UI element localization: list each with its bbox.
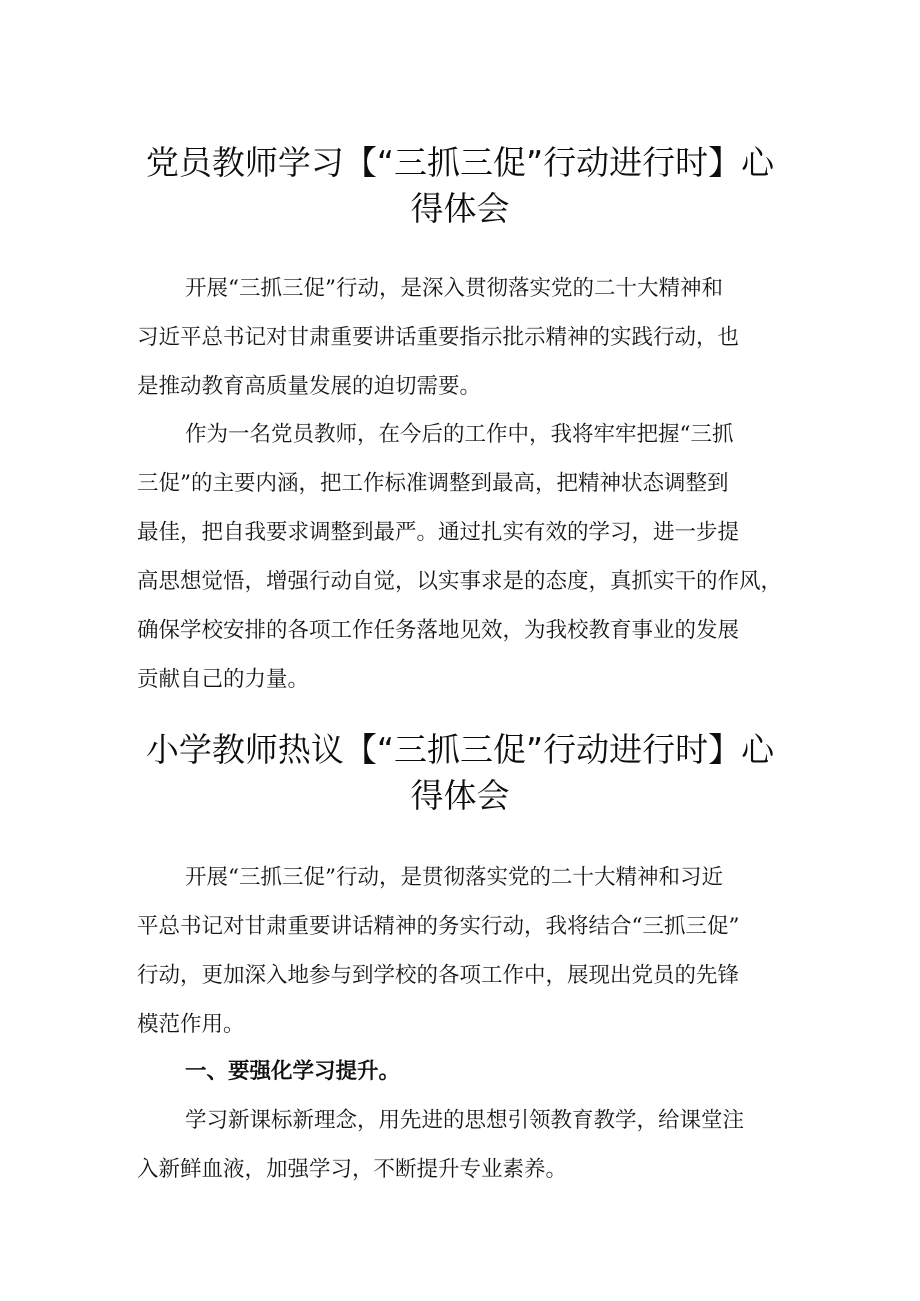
- paragraph-line: 平总书记对甘肃重要讲话精神的务实行动，我将结合“三抓三促”: [137, 914, 740, 939]
- section1-title-line: 得体会: [410, 189, 510, 228]
- paragraph-line: 习近平总书记对甘肃重要讲话重要指示批示精神的实践行动，也: [137, 325, 740, 350]
- section2-title-line: 小学教师热议【“三抓三促”行动进行时】心: [145, 730, 775, 769]
- paragraph-line: 三促”的主要内涵，把工作标准调整到最高，把精神状态调整到: [137, 471, 729, 496]
- paragraph-line: 开展“三抓三促”行动，是深入贯彻落实党的二十大精神和: [185, 276, 723, 301]
- paragraph-line: 确保学校安排的各项工作任务落地见效，为我校教育事业的发展: [137, 618, 740, 643]
- section1-title-line: 党员教师学习【“三抓三促”行动进行时】心: [145, 143, 775, 182]
- section1-paragraph-1: [137, 264, 797, 411]
- paragraph-line: 行动，更加深入地参与到学校的各项工作中，展现出党员的先锋: [137, 963, 740, 988]
- section1-title: [120, 140, 800, 232]
- paragraph-line: 最佳，把自我要求调整到最严。通过扎实有效的学习，进一步提: [137, 520, 740, 545]
- paragraph-line: 入新鲜血液，加强学习，不断提升专业素养。: [137, 1157, 568, 1182]
- paragraph-line: 是推动教育高质量发展的迫切需要。: [137, 374, 482, 399]
- paragraph-line: 贡献自己的力量。: [137, 667, 310, 692]
- paragraph-line: 开展“三抓三促”行动，是贯彻落实党的二十大精神和习近: [185, 865, 723, 890]
- paragraph-line: 作为一名党员教师，在今后的工作中，我将牢牢把握“三抓: [185, 422, 734, 447]
- section1-paragraph-2: [137, 410, 797, 704]
- paragraph-line: 模范作用。: [137, 1012, 245, 1037]
- section2-paragraph-2: [137, 1096, 797, 1194]
- section2-subheading: 一、要强化学习提升。: [185, 1059, 401, 1084]
- paragraph-line: 学习新课标新理念，用先进的思想引领教育教学，给课堂注: [185, 1108, 745, 1133]
- section2-paragraph-1: [137, 853, 797, 1049]
- section2-title: [120, 727, 800, 819]
- section2-title-line: 得体会: [410, 776, 510, 815]
- paragraph-line: 高思想觉悟，增强行动自觉，以实事求是的态度，真抓实干的作风，: [137, 569, 783, 594]
